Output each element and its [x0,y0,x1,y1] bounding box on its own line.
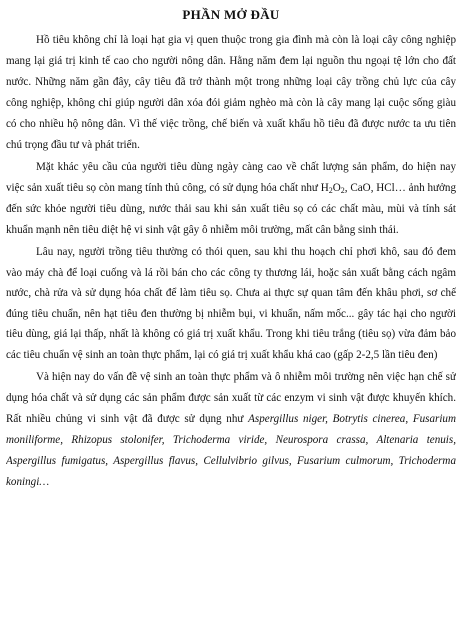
chemical-oxygen: O [332,182,341,194]
subscript-o2: 2 [340,186,345,195]
paragraph-2-text-start: Mặt khác yêu cầu của người tiêu dùng ngày càng cao về chất lượng sản phẩm, do hiện nay việc sản xuất tiêu sọ còn mang tính thủ công, có sử dụng hóa chất như H [6,161,456,194]
subscript-h2: 2 [328,186,333,195]
species-list: Aspergillus niger, Botrytis cinerea, Fusarium moniliforme, Rhizopus stolonifer, Trichoderma viride, Neurospora crassa, Altenaria tenuis, Aspergillus fumigatus, Aspergillus flavus, Cellulvibrio gilvus, Fusarium culmorum, Trichoderma koningi… [6,412,456,488]
paragraph-2 [6,157,456,241]
paragraph-4-text: Và hiện nay do vấn đề vệ sinh an toàn thực phẩm và ô nhiễm môi trường nên việc hạn chế sử dụng hóa chất và sử dụng các sản phẩm được sản xuất từ các enzym vi sinh vật được khuyến khích. Rất nhiều chủng vi sinh vật đã được sử dụng như [6,370,456,425]
paragraph-1: Hồ tiêu không chỉ là loại hạt gia vị quen thuộc trong gia đình mà còn là loại cây công nghiệp mang lại giá trị kinh tế cao cho người nông dân. Hằng năm đem lại nguồn thu ngoại tệ lớn cho đất nước. Những năm gần đây, cây tiêu đã trở thành một trong những loại cây trồng chủ lực của cây công nghiệp, không chỉ giúp người dân xóa đói giảm nghèo mà còn là cây mang lại cuộc sống giàu có cho nhiều hộ nông dân. Vì thế việc trồng, chế biến và xuất khẩu hồ tiêu đã được nước ta ưu tiên chú trọng đầu tư và phát triển. [6,34,456,151]
paragraph-2-text-end: , CaO, HCl… ảnh hưởng đến sức khỏe người tiêu dùng, nước thải sau khi sản xuất tiêu sọ có các chất màu, mùi và tính sát khuẩn mạnh nên tiêu diệt hệ vi sinh vật gây ô nhiễm môi trường, mất cân bằng sinh thái. [6,182,456,236]
document-page [6,6,456,622]
section-title: PHẦN MỞ ĐẦU [182,7,280,22]
paragraph-4 [6,367,456,493]
paragraph-3: Lâu nay, người trồng tiêu thường có thói quen, sau khi thu hoạch chỉ phơi khô, sau đó đem vào máy chà để loại cuống và lá rồi bán cho các công ty thương lái, hoặc sản xuất bằng cách ngâm nước, chà rửa và sử dụng hóa chất để làm tiêu sọ. Chưa ai thực sự quan tâm đến khâu phơi, sơ chế đúng tiêu chuẩn, nên hạt tiêu đen thường bị nhiễm bụi, vi khuẩn, nấm mốc... gây tác hại cho người tiêu dùng, giá lại thấp, nhất là không có giá trị xuất khẩu. Trong khi tiêu trắng (tiêu sọ) vừa đảm bảo các tiêu chuẩn vệ sinh an toàn thực phẩm, lại có giá trị xuất khẩu khá cao (gấp 2-2,5 lần tiêu đen) [6,246,456,361]
